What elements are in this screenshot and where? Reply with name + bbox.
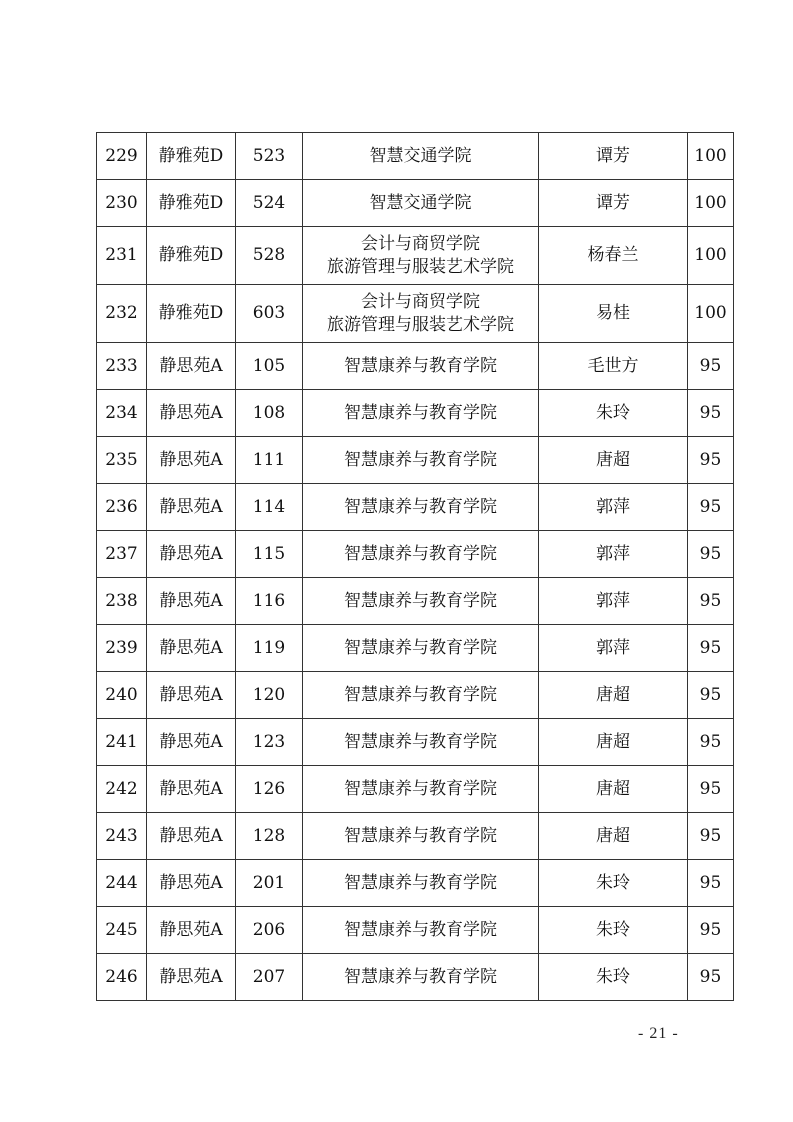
dormitory-score-table — [96, 132, 734, 1001]
building-cell: 静思苑A — [147, 954, 236, 1001]
college-name: 智慧康养与教育学院 — [344, 496, 497, 517]
row-number-cell: 242 — [97, 766, 147, 813]
row-number-cell: 232 — [97, 285, 147, 343]
college-cell — [303, 285, 539, 343]
room-cell: 523 — [236, 133, 303, 180]
room-cell: 115 — [236, 531, 303, 578]
row-number-cell: 244 — [97, 860, 147, 907]
table-row — [97, 180, 734, 227]
manager-name-cell: 唐超 — [539, 672, 688, 719]
score-cell: 95 — [688, 813, 734, 860]
room-cell: 201 — [236, 860, 303, 907]
college-cell — [303, 133, 539, 180]
manager-name-cell: 唐超 — [539, 437, 688, 484]
college-name: 智慧康养与教育学院 — [344, 355, 497, 376]
manager-name-cell: 郭萍 — [539, 484, 688, 531]
college-name: 智慧交通学院 — [369, 192, 472, 213]
building-cell: 静思苑A — [147, 484, 236, 531]
row-number-cell: 233 — [97, 343, 147, 390]
page-number: - 21 - — [638, 1025, 679, 1042]
college-name: 智慧康养与教育学院 — [344, 872, 497, 893]
college-name: 智慧康养与教育学院 — [344, 449, 497, 470]
college-cell — [303, 766, 539, 813]
college-cell — [303, 907, 539, 954]
room-cell: 105 — [236, 343, 303, 390]
score-cell: 95 — [688, 625, 734, 672]
manager-name-cell: 唐超 — [539, 766, 688, 813]
room-cell: 128 — [236, 813, 303, 860]
score-cell: 100 — [688, 285, 734, 343]
row-number-cell: 236 — [97, 484, 147, 531]
score-cell: 100 — [688, 227, 734, 285]
building-cell: 静思苑A — [147, 860, 236, 907]
building-cell: 静思苑A — [147, 390, 236, 437]
building-cell: 静雅苑D — [147, 133, 236, 180]
manager-name-cell: 谭芳 — [539, 180, 688, 227]
manager-name-cell: 毛世方 — [539, 343, 688, 390]
college-name: 智慧康养与教育学院 — [344, 637, 497, 658]
score-cell: 95 — [688, 860, 734, 907]
building-cell: 静思苑A — [147, 343, 236, 390]
room-cell: 603 — [236, 285, 303, 343]
college-cell — [303, 578, 539, 625]
row-number-cell: 231 — [97, 227, 147, 285]
table-row — [97, 907, 734, 954]
college-cell — [303, 531, 539, 578]
score-cell: 95 — [688, 907, 734, 954]
table-row — [97, 227, 734, 285]
table-body — [97, 133, 734, 1001]
table-row — [97, 954, 734, 1001]
college-cell — [303, 343, 539, 390]
table-row — [97, 531, 734, 578]
room-cell: 111 — [236, 437, 303, 484]
college-name: 智慧康养与教育学院 — [344, 590, 497, 611]
building-cell: 静思苑A — [147, 907, 236, 954]
building-cell: 静思苑A — [147, 437, 236, 484]
college-name: 智慧康养与教育学院 — [344, 825, 497, 846]
room-cell: 528 — [236, 227, 303, 285]
college-name: 智慧康养与教育学院 — [344, 778, 497, 799]
room-cell: 123 — [236, 719, 303, 766]
score-cell: 95 — [688, 343, 734, 390]
table-row — [97, 766, 734, 813]
building-cell: 静思苑A — [147, 719, 236, 766]
table-row — [97, 285, 734, 343]
score-cell: 95 — [688, 390, 734, 437]
score-cell: 95 — [688, 578, 734, 625]
building-cell: 静思苑A — [147, 531, 236, 578]
manager-name-cell: 朱玲 — [539, 954, 688, 1001]
room-cell: 126 — [236, 766, 303, 813]
college-name: 会计与商贸学院 — [361, 291, 480, 312]
row-number-cell: 238 — [97, 578, 147, 625]
room-cell: 116 — [236, 578, 303, 625]
row-number-cell: 235 — [97, 437, 147, 484]
manager-name-cell: 郭萍 — [539, 578, 688, 625]
college-name: 智慧康养与教育学院 — [344, 402, 497, 423]
college-name: 智慧康养与教育学院 — [344, 543, 497, 564]
building-cell: 静思苑A — [147, 672, 236, 719]
table-row — [97, 672, 734, 719]
college-cell — [303, 227, 539, 285]
college-name: 旅游管理与服装艺术学院 — [327, 256, 514, 277]
college-name: 智慧康养与教育学院 — [344, 684, 497, 705]
college-cell — [303, 719, 539, 766]
table-row — [97, 437, 734, 484]
room-cell: 108 — [236, 390, 303, 437]
table-row — [97, 813, 734, 860]
row-number-cell: 237 — [97, 531, 147, 578]
row-number-cell: 229 — [97, 133, 147, 180]
college-cell — [303, 672, 539, 719]
building-cell: 静雅苑D — [147, 285, 236, 343]
building-cell: 静思苑A — [147, 578, 236, 625]
score-cell: 95 — [688, 484, 734, 531]
college-cell — [303, 860, 539, 907]
row-number-cell: 239 — [97, 625, 147, 672]
table-row — [97, 719, 734, 766]
table-row — [97, 484, 734, 531]
manager-name-cell: 唐超 — [539, 813, 688, 860]
college-cell — [303, 954, 539, 1001]
room-cell: 120 — [236, 672, 303, 719]
score-cell: 95 — [688, 531, 734, 578]
table-row — [97, 343, 734, 390]
room-cell: 206 — [236, 907, 303, 954]
score-cell: 95 — [688, 437, 734, 484]
manager-name-cell: 易桂 — [539, 285, 688, 343]
table-row — [97, 390, 734, 437]
row-number-cell: 241 — [97, 719, 147, 766]
manager-name-cell: 朱玲 — [539, 390, 688, 437]
manager-name-cell: 谭芳 — [539, 133, 688, 180]
manager-name-cell: 朱玲 — [539, 907, 688, 954]
row-number-cell: 243 — [97, 813, 147, 860]
row-number-cell: 234 — [97, 390, 147, 437]
room-cell: 524 — [236, 180, 303, 227]
college-cell — [303, 625, 539, 672]
college-cell — [303, 437, 539, 484]
score-cell: 100 — [688, 133, 734, 180]
score-cell: 95 — [688, 766, 734, 813]
row-number-cell: 246 — [97, 954, 147, 1001]
row-number-cell: 230 — [97, 180, 147, 227]
college-cell — [303, 390, 539, 437]
manager-name-cell: 杨春兰 — [539, 227, 688, 285]
table-row — [97, 578, 734, 625]
score-cell: 100 — [688, 180, 734, 227]
college-name: 智慧康养与教育学院 — [344, 919, 497, 940]
row-number-cell: 240 — [97, 672, 147, 719]
manager-name-cell: 朱玲 — [539, 860, 688, 907]
manager-name-cell: 郭萍 — [539, 531, 688, 578]
college-cell — [303, 180, 539, 227]
row-number-cell: 245 — [97, 907, 147, 954]
college-name: 智慧康养与教育学院 — [344, 966, 497, 987]
college-cell — [303, 813, 539, 860]
score-cell: 95 — [688, 672, 734, 719]
table-row — [97, 625, 734, 672]
room-cell: 119 — [236, 625, 303, 672]
score-cell: 95 — [688, 719, 734, 766]
score-cell: 95 — [688, 954, 734, 1001]
college-name: 智慧交通学院 — [369, 145, 472, 166]
room-cell: 207 — [236, 954, 303, 1001]
building-cell: 静雅苑D — [147, 227, 236, 285]
college-name: 会计与商贸学院 — [361, 233, 480, 254]
college-name: 旅游管理与服装艺术学院 — [327, 314, 514, 335]
table-row — [97, 860, 734, 907]
building-cell: 静思苑A — [147, 766, 236, 813]
building-cell: 静思苑A — [147, 625, 236, 672]
college-cell — [303, 484, 539, 531]
manager-name-cell: 郭萍 — [539, 625, 688, 672]
building-cell: 静雅苑D — [147, 180, 236, 227]
table-row — [97, 133, 734, 180]
building-cell: 静思苑A — [147, 813, 236, 860]
manager-name-cell: 唐超 — [539, 719, 688, 766]
college-name: 智慧康养与教育学院 — [344, 731, 497, 752]
room-cell: 114 — [236, 484, 303, 531]
